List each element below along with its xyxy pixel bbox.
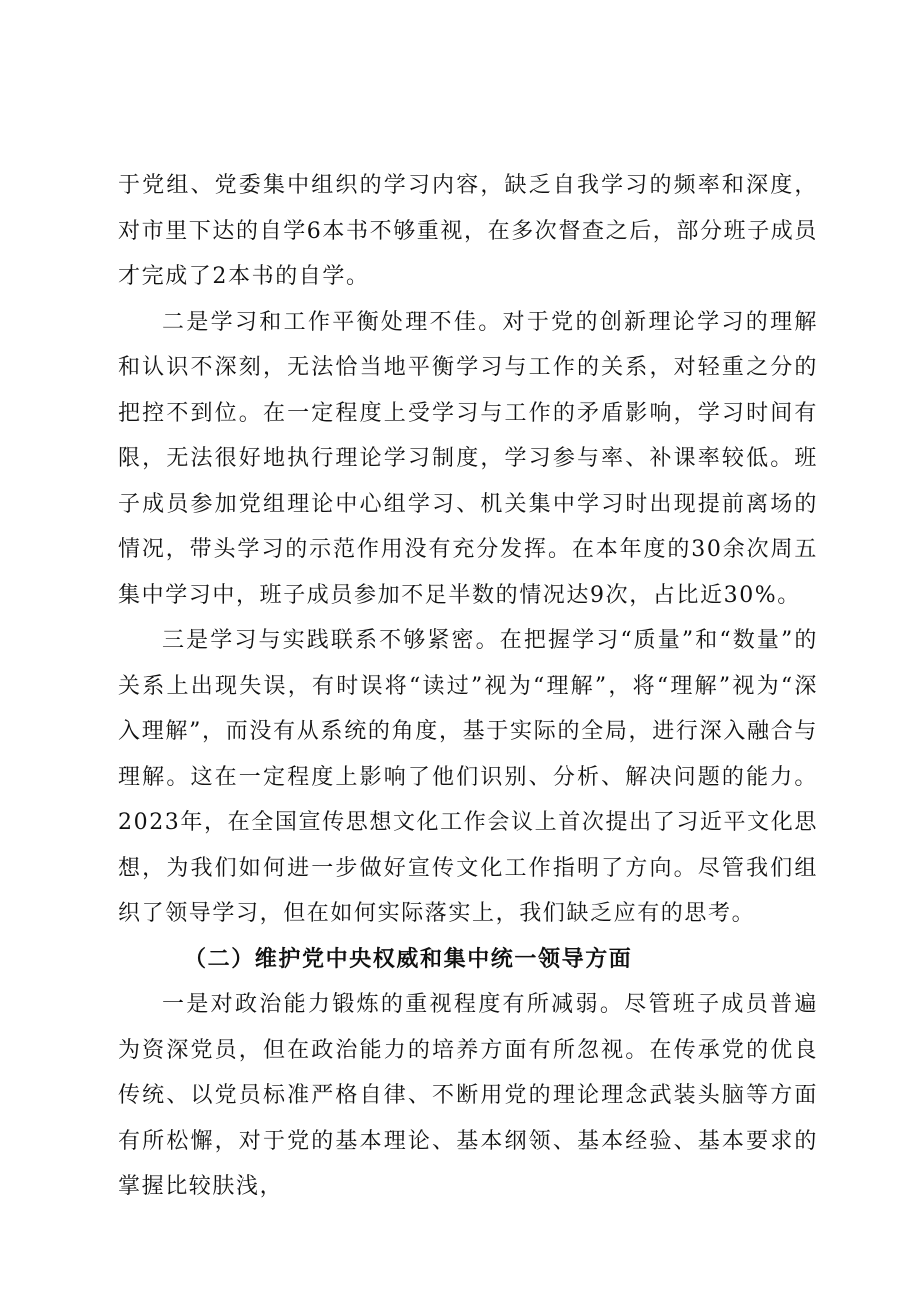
document-page <box>118 163 818 1210</box>
paragraph-continuation: 于党组、党委集中组织的学习内容，缺乏自我学习的频率和深度，对市里下达的自学6本书不够重视，在多次督查之后，部分班子成员才完成了2本书的自学。 <box>118 173 818 289</box>
section-heading: （二）维护党中央权威和集中统一领导方面 <box>184 945 633 972</box>
paragraph-political-ability: 一是对政治能力锻炼的重视程度有所减弱。尽管班子成员普遍为资深党员，但在政治能力的培养方面有所忽视。在传承党的优良传统、以党员标准严格自律、不断用党的理论理念武装头脑等方面有所松懈，对于党的基本理论、基本纲领、基本经验、基本要求的掌握比较肤浅， <box>118 992 818 1199</box>
paragraph-study-work-balance: 二是学习和工作平衡处理不佳。对于党的创新理论学习的理解和认识不深刻，无法恰当地平衡学习与工作的关系，对轻重之分的把控不到位。在一定程度上受学习与工作的矛盾影响，学习时间有限，无法很好地执行理论学习制度，学习参与率、补课率较低。班子成员参加党组理论中心组学习、机关集中学习时出现提前离场的情况，带头学习的示范作用没有充分发挥。在本年度的30余次周五集中学习中，班子成员参加不足半数的情况达9次，占比近30%。 <box>118 309 818 608</box>
paragraph-study-practice: 三是学习与实践联系不够紧密。在把握学习“质量”和“数量”的关系上出现失误，有时误将“读过”视为“理解”，将“理解”视为“深入理解”，而没有从系统的角度，基于实际的全局，进行深入融合与理解。这在一定程度上影响了他们识别、分析、解决问题的能力。2023年，在全国宣传思想文化工作会议上首次提出了习近平文化思想，为我们如何进一步做好宣传文化工作指明了方向。尽管我们组织了领导学习，但在如何实际落实上，我们缺乏应有的思考。 <box>118 628 818 926</box>
